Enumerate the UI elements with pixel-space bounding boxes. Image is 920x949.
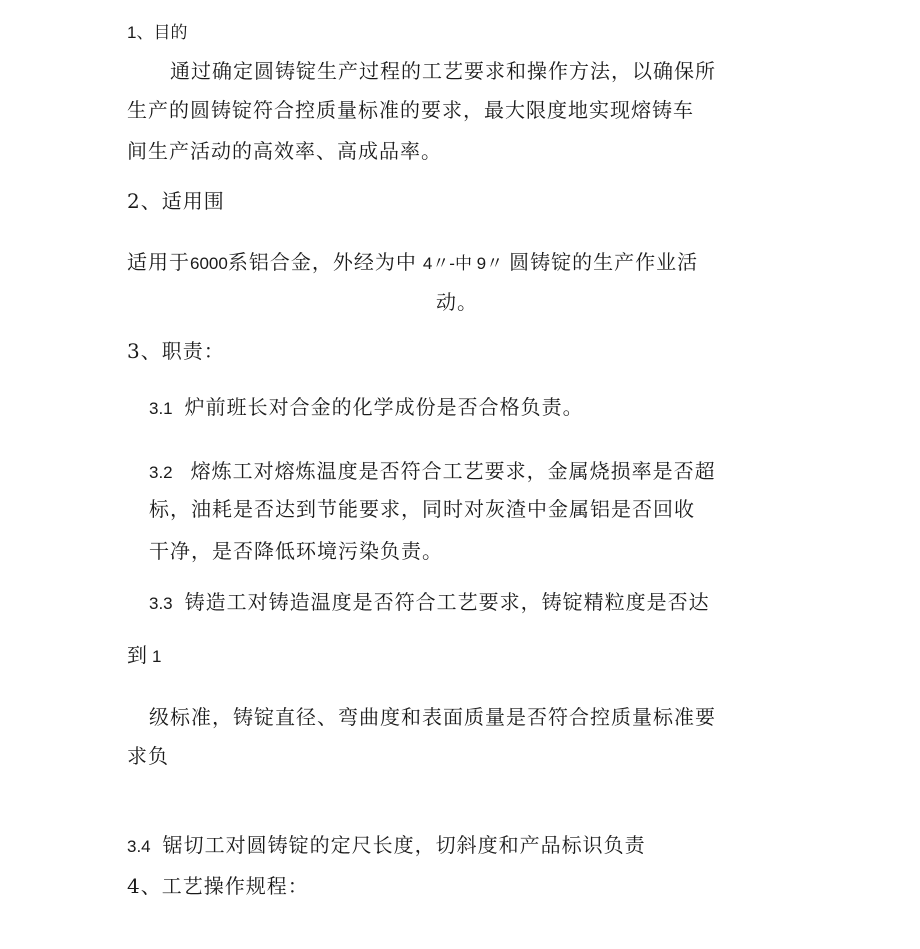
item-3-3-cont1-number: 1: [152, 647, 162, 666]
item-3-1: [149, 394, 584, 422]
item-3-2-line-2: 标，油耗是否达到节能要求，同时对灰渣中金属铝是否回收: [149, 497, 695, 521]
item-3-3-number: 3.3: [149, 594, 173, 613]
section-2-scope-line: [127, 249, 698, 277]
item-3-4: [127, 832, 646, 860]
item-3-3-line-4: 求负: [127, 744, 169, 768]
item-3-3-line-1: [149, 589, 710, 617]
section-1-line-3: 间生产活动的高效率、高成品率。: [127, 139, 442, 163]
item-3-4-text: 锯切工对圆铸锭的定尺长度，切斜度和产品标识负责: [162, 833, 646, 857]
item-3-3-cont1-text: 到: [127, 643, 148, 667]
item-3-2-line-1: [149, 458, 716, 486]
item-3-2-text-1: 熔炼工对熔炼温度是否符合工艺要求，金属烧损率是否超: [190, 459, 716, 483]
section-3-heading: 3、职责：: [127, 339, 225, 363]
scope-number-6000: 6000: [190, 254, 228, 273]
section-2-scope-end: 动。: [436, 290, 478, 314]
section-1-line-1: 通过确定圆铸锭生产过程的工艺要求和操作方法，以确保所: [170, 59, 716, 83]
section-2-heading: 2、适用围: [127, 189, 225, 213]
item-3-4-number: 3.4: [127, 837, 151, 856]
item-3-3-text-1: 铸造工对铸造温度是否符合工艺要求，铸锭精粒度是否达: [184, 590, 710, 614]
scope-suffix: 圆铸锭的生产作业活: [509, 250, 699, 274]
item-3-1-text: 炉前班长对合金的化学成份是否合格负责。: [184, 395, 584, 419]
scope-size-range: 4〃-中 9〃: [422, 254, 504, 273]
section-4-heading: 4、工艺操作规程：: [127, 874, 309, 898]
scope-prefix: 适用于: [127, 250, 190, 274]
item-3-2-line-3: 干净，是否降低环境污染负责。: [149, 539, 443, 563]
item-3-3-line-3: 级标准，铸锭直径、弯曲度和表面质量是否符合控质量标准要: [149, 705, 716, 729]
item-3-3-line-2: [127, 642, 161, 670]
item-3-1-number: 3.1: [149, 399, 173, 418]
section-1-line-2: 生产的圆铸锭符合控质量标准的要求，最大限度地实现熔铸车: [127, 98, 694, 122]
scope-middle: 系铝合金，外经为中: [227, 250, 417, 274]
section-1-heading: [127, 18, 187, 46]
item-3-2-number: 3.2: [149, 463, 173, 482]
section-1-heading-text: 1、目的: [127, 23, 188, 42]
